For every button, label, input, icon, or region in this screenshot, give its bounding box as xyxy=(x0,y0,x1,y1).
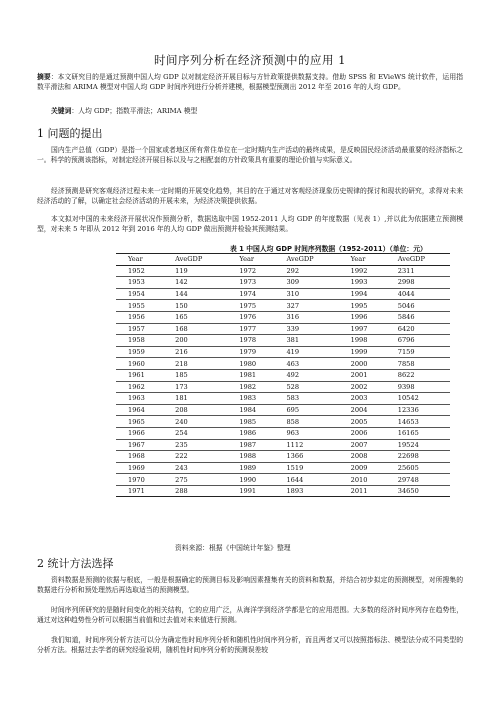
table-cell: 1987 xyxy=(239,440,257,449)
table-cell: 381 xyxy=(286,336,300,345)
table-cell: 1981 xyxy=(239,371,257,380)
table-row xyxy=(116,381,450,393)
table-row xyxy=(116,346,450,358)
table-cell: 1992 xyxy=(350,266,368,275)
table-cell: 1979 xyxy=(239,348,257,357)
table-cell: 200 xyxy=(175,336,188,345)
table-cell: 1366 xyxy=(286,452,304,461)
table-cell: 1952 xyxy=(128,266,145,275)
abstract-label: 摘要 xyxy=(37,73,51,81)
table-cell: 2009 xyxy=(350,463,368,472)
table-cell: 243 xyxy=(175,463,188,472)
table-cell: 583 xyxy=(286,394,300,403)
table-cell: 1965 xyxy=(128,417,145,426)
table-cell: 1982 xyxy=(239,382,257,391)
abstract-text: ：本文研究目的是通过预测中国人均 GDP 以对制定经济开展目标与方针政策提供数据支持。借助 SPSS 和 EVieWS 统计软件，运用指数平滑法和 ARIMA 模型对中国人均 GDP 时间序列进行分析并建模，根据模型预测出 2012 年至 2016 年的人均 GDP。 xyxy=(37,73,463,92)
table-cell: 288 xyxy=(175,487,188,496)
section-1-paragraph-2: 经济预测是研究客观经济过程未来一定时期的开展变化趋势，其目的在于通过对客观经济现象历史规律的探讨和现状的研究，求得对未来经济活动的了解，以确定社会经济活动的开展未来，为经济决策提供依据。 xyxy=(37,187,463,206)
table-row xyxy=(116,265,450,277)
keywords-text: ：人均 GDP；指数平滑法；ARIMA 模型 xyxy=(71,107,198,115)
table-cell: 963 xyxy=(286,429,300,438)
table-row xyxy=(116,485,450,497)
table-cell: 2006 xyxy=(350,429,368,438)
table-row xyxy=(116,404,450,416)
table-cell: 1519 xyxy=(286,463,304,472)
table-cell: 1996 xyxy=(350,313,368,322)
table-header-cell: AveGDP xyxy=(397,255,425,264)
section-2-paragraph-3: 我们知道，时间序列分析方法可以分为确定性时间序列分析和随机性时间序列分析，而且两者又可以按照指标法、模型法分成不同类型的分析方法。根据过去学者的研究经验说明，随机性时间序列分析的预测误差较 xyxy=(37,636,463,655)
table-row xyxy=(116,369,450,381)
table-cell: 1998 xyxy=(350,336,368,345)
table-cell: 1970 xyxy=(128,475,145,484)
table-cell: 19524 xyxy=(397,440,419,449)
table-cell: 142 xyxy=(175,278,188,287)
table-header-cell: AveGDP xyxy=(175,255,203,264)
table-cell: 144 xyxy=(175,290,188,299)
table-cell: 1955 xyxy=(128,301,145,310)
table-cell: 1997 xyxy=(350,324,368,333)
table-cell: 1893 xyxy=(286,487,304,496)
table-cell: 316 xyxy=(286,313,300,322)
table-row xyxy=(116,393,450,405)
table-cell: 1964 xyxy=(128,406,145,415)
table-cell: 10542 xyxy=(397,394,419,403)
table-cell: 1962 xyxy=(128,382,145,391)
table-cell: 1974 xyxy=(239,290,257,299)
table-cell: 419 xyxy=(286,348,300,357)
table-cell: 327 xyxy=(286,301,300,310)
table-cell: 1958 xyxy=(128,336,145,345)
table-cell: 2998 xyxy=(397,278,415,287)
section-2-paragraph-1: 资料数据是预测的依据与根底，一般是根据确定的预测目标及影响因素搜集有关的资料和数据，并结合初步拟定的预测模型，对所搜集的数据进行分析和预处理然后再选取适当的预测模型。 xyxy=(37,576,463,595)
table-row xyxy=(116,277,450,289)
table-cell: 309 xyxy=(286,278,300,287)
table-cell: 1980 xyxy=(239,359,257,368)
table-cell: 1991 xyxy=(239,487,257,496)
keywords-label: 关键词 xyxy=(51,107,72,115)
gdp-table xyxy=(116,253,450,497)
table-cell: 1960 xyxy=(128,359,145,368)
table-cell: 492 xyxy=(286,371,300,380)
table-cell: 2005 xyxy=(350,417,368,426)
table-cell: 339 xyxy=(286,324,300,333)
table-body xyxy=(116,265,450,497)
table-cell: 1953 xyxy=(128,278,145,287)
table-row xyxy=(116,439,450,451)
table-cell: 1973 xyxy=(239,278,257,287)
table-cell: 1967 xyxy=(128,440,145,449)
table-cell: 1990 xyxy=(239,475,257,484)
table-header-cell: Year xyxy=(350,255,366,264)
table-cell: 208 xyxy=(175,406,188,415)
table-cell: 1966 xyxy=(128,429,145,438)
table-cell: 29748 xyxy=(397,475,419,484)
table-cell: 2011 xyxy=(350,487,368,496)
table-cell: 1959 xyxy=(128,348,145,357)
table-cell: 2000 xyxy=(350,359,368,368)
table-cell: 1989 xyxy=(239,463,257,472)
table-cell: 240 xyxy=(175,417,188,426)
section-1-heading: 1 问题的提出 xyxy=(37,127,103,140)
table-cell: 528 xyxy=(286,382,300,391)
table-cell: 1988 xyxy=(239,452,257,461)
table-row xyxy=(116,300,450,312)
table-cell: 14653 xyxy=(397,417,419,426)
table-cell: 2010 xyxy=(350,475,368,484)
table-row xyxy=(116,335,450,347)
table-cell: 222 xyxy=(175,452,188,461)
table-cell: 1954 xyxy=(128,290,145,299)
section-1-paragraph-1: 国内生产总值（GDP）是指一个国家或者地区所有常住单位在一定时期内生产活动的最终成果，是反映国民经济活动最重要的经济指标之一。科学的预测该指标，对制定经济开展目标以及与之相配套的方针政策具有重要的理论价值与实际意义。 xyxy=(37,146,463,165)
table-cell: 2001 xyxy=(350,371,368,380)
table-cell: 1986 xyxy=(239,429,257,438)
table-cell: 275 xyxy=(175,475,188,484)
table-cell: 1956 xyxy=(128,313,145,322)
table-cell: 1972 xyxy=(239,266,257,275)
table-cell: 1993 xyxy=(350,278,368,287)
table-cell: 185 xyxy=(175,371,188,380)
table-cell: 1968 xyxy=(128,452,145,461)
table-cell: 5846 xyxy=(397,313,415,322)
table-cell: 9398 xyxy=(397,382,415,391)
table-header-cell: Year xyxy=(128,255,143,264)
table-cell: 168 xyxy=(175,324,188,333)
table-row xyxy=(116,474,450,486)
table-cell: 6796 xyxy=(397,336,415,345)
table-cell: 1984 xyxy=(239,406,257,415)
table-cell: 8622 xyxy=(397,371,415,380)
table-cell: 1999 xyxy=(350,348,368,357)
section-2-paragraph-2: 时间序列所研究的是随时间变化的相关结构，它的应用广泛，从海洋学到经济学都是它的应用范围。大多数的经济时间序列存在趋势性，通过对这种趋势性分析可以根据当前值和过去值对未来值进行预测。 xyxy=(37,606,463,625)
table-cell: 34650 xyxy=(397,487,419,496)
table-cell: 695 xyxy=(286,406,300,415)
keywords xyxy=(51,106,463,116)
table-cell: 1112 xyxy=(286,440,304,449)
table-cell: 218 xyxy=(175,359,188,368)
table-cell: 1985 xyxy=(239,417,257,426)
table-row xyxy=(116,427,450,439)
table-cell: 2311 xyxy=(397,266,415,275)
table-cell: 1995 xyxy=(350,301,368,310)
section-2-heading: 2 统计方法选择 xyxy=(37,557,114,570)
table-source: 资料来源：根据《中国统计年鉴》整理 xyxy=(175,544,291,552)
table-cell: 292 xyxy=(286,266,300,275)
table-cell: 858 xyxy=(286,417,300,426)
section-1-paragraph-3: 本文拟对中国的未来经济开展状况作预测分析，数据选取中国 1952-2011 人均 GDP 的年度数据（见表 1）,并以此为依据建立预测模型，对未来 5 年即从 2012 年到 2016 年的人均 GDP 做出预测并检验其预测结果。 xyxy=(37,215,463,234)
table-cell: 1963 xyxy=(128,394,145,403)
table-cell: 1971 xyxy=(128,487,145,496)
table-cell: 463 xyxy=(286,359,300,368)
table-cell: 173 xyxy=(175,382,188,391)
table-cell: 1978 xyxy=(239,336,257,345)
table-row xyxy=(116,462,450,474)
table-cell: 1977 xyxy=(239,324,257,333)
table-cell: 119 xyxy=(175,266,188,275)
table-cell: 2002 xyxy=(350,382,368,391)
table-cell: 1976 xyxy=(239,313,257,322)
table-cell: 1994 xyxy=(350,290,368,299)
table-cell: 181 xyxy=(175,394,188,403)
table-cell: 1961 xyxy=(128,371,145,380)
table-row xyxy=(116,288,450,300)
table-header-cell: Year xyxy=(239,255,255,264)
table-cell: 2003 xyxy=(350,394,368,403)
table-caption: 表 1 中国人均 GDP 时间序列数据（1952-2011）（单位：元） xyxy=(230,245,427,253)
paper-title: 时间序列分析在经济预测中的应用 1 xyxy=(154,53,346,67)
table-cell: 150 xyxy=(175,301,188,310)
table-cell: 22698 xyxy=(397,452,419,461)
table-row xyxy=(116,323,450,335)
table-row xyxy=(116,451,450,463)
table-cell: 25605 xyxy=(397,463,419,472)
table-cell: 1644 xyxy=(286,475,304,484)
table-cell: 7858 xyxy=(397,359,415,368)
table-cell: 4044 xyxy=(397,290,415,299)
table-cell: 165 xyxy=(175,313,188,322)
abstract xyxy=(37,72,463,92)
table-cell: 16165 xyxy=(397,429,419,438)
table-cell: 1969 xyxy=(128,463,145,472)
table-cell: 1957 xyxy=(128,324,145,333)
table-cell: 235 xyxy=(175,440,188,449)
table-row xyxy=(116,358,450,370)
table-header-row xyxy=(116,254,450,266)
table-cell: 310 xyxy=(286,290,300,299)
table-row xyxy=(116,416,450,428)
table-cell: 6420 xyxy=(397,324,415,333)
table-header-cell: AveGDP xyxy=(286,255,314,264)
table-cell: 5046 xyxy=(397,301,415,310)
table-cell: 2007 xyxy=(350,440,368,449)
table-cell: 216 xyxy=(175,348,188,357)
table-cell: 1975 xyxy=(239,301,257,310)
table-cell: 254 xyxy=(175,429,188,438)
table-cell: 7159 xyxy=(397,348,415,357)
table-cell: 2004 xyxy=(350,406,368,415)
table-cell: 1983 xyxy=(239,394,257,403)
table-row xyxy=(116,311,450,323)
table-cell: 2008 xyxy=(350,452,368,461)
table-cell: 12336 xyxy=(397,406,419,415)
